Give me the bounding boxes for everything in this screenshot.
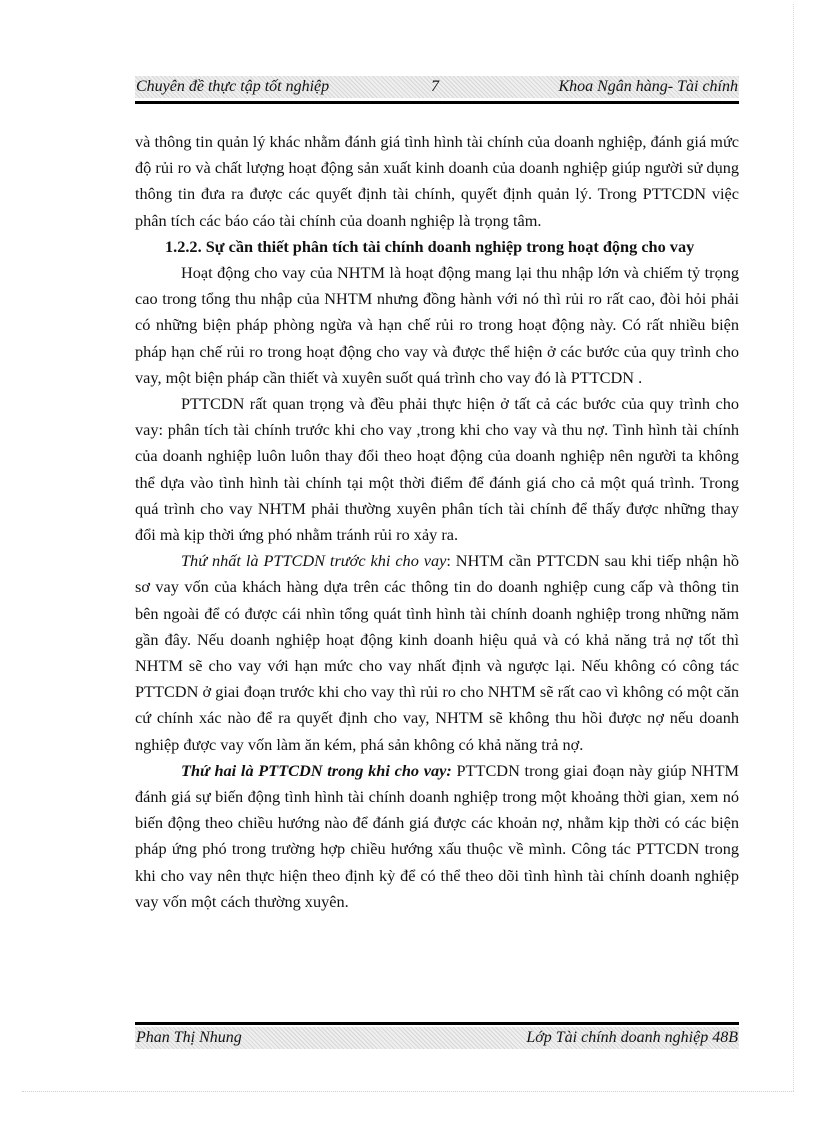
paragraph-during-lending (135, 758, 739, 915)
page-edge-guide-bottom (22, 1091, 794, 1092)
body-before-lending: : NHTM cần PTTCDN sau khi tiếp nhận hồ sơ vay vốn của khách hàng dựa trên các thông tin do doanh nghiệp cung cấp và thông tin bên ngoài để có được cái nhìn tổng quát tình hình tài chính doanh nghiệp trong những năm gần đây. Nếu doanh nghiệp hoạt động kinh doanh hiệu quả và có khả năng trả nợ tốt thì NHTM sẽ cho vay với hạn mức cho vay nhất định và ngược lại. Nếu không có công tác PTTCDN ở giai đoạn trước khi cho vay thì rủi ro cho NHTM sẽ rất cao vì không có một căn cứ chính xác nào để ra quyết định cho vay, NHTM sẽ không thu hồi được nợ nếu doanh nghiệp được vay vốn làm ăn kém, phá sản không có khả năng trả nợ. (135, 551, 739, 754)
header-page-number: 7 (431, 78, 439, 95)
paragraph-pttcdn-importance: PTTCDN rất quan trọng và đều phải thực hiện ở tất cả các bước của quy trình cho vay: phân tích tài chính trước khi cho vay ,trong khi cho vay và thu nợ. Tình hình tài chính của doanh nghiệp luôn luôn thay đổi theo hoạt động của doanh nghiệp nên người ta không thể dựa vào tình hình tài chính tại một thời điểm để đánh giá cho cả một quá trình. Trong quá trình cho vay NHTM phải thường xuyên phân tích tài chính để thấy được những thay đổi mà kịp thời ứng phó nhằm tránh rủi ro xảy ra. (135, 394, 739, 545)
header-rule (135, 101, 739, 104)
lead-before-lending: Thứ nhất là PTTCDN trước khi cho vay (181, 551, 447, 571)
body-during-lending: PTTCDN trong giai đoạn này giúp NHTM đánh giá sự biến động tình hình tài chính doanh nghiệp trong một khoảng thời gian, xem nó biến động theo chiều hướng nào để đánh giá được các khoản nợ, nhằm kịp thời có các biện pháp ứng phó trong trường hợp chiều hướng xấu thuộc về mình. Công tác PTTCDN trong khi cho vay nên thực hiện theo định kỳ để có thể theo dõi tình hình tài chính doanh nghiệp vay vốn một cách thường xuyên. (135, 760, 739, 911)
paragraph-continuation: và thông tin quản lý khác nhằm đánh giá tình hình tài chính của doanh nghiệp, đánh giá mức độ rủi ro và chất lượng hoạt động sản xuất kinh doanh của doanh nghiệp giúp người sử dụng thông tin đưa ra được các quyết định tài chính, quyết định quản lý. Trong PTTCDN việc phân tích các báo cáo tài chính của doanh nghiệp là trọng tâm. (135, 132, 739, 230)
footer-author: Phan Thị Nhung (136, 1029, 242, 1046)
header-faculty: Khoa Ngân hàng- Tài chính (558, 78, 738, 95)
footer-rule (135, 1022, 739, 1025)
section-heading: 1.2.2. Sự cần thiết phân tích tài chính doanh nghiệp trong hoạt động cho vay (165, 236, 695, 256)
header-document-title: Chuyên đề thực tập tốt nghiệp (136, 78, 330, 95)
lead-during-lending: Thứ hai là PTTCDN trong khi cho vay: (181, 760, 452, 780)
page-edge-guide-right (793, 4, 794, 1091)
page-header (135, 76, 739, 98)
footer-class: Lớp Tài chính doanh nghiệp 48B (526, 1029, 738, 1046)
paragraph-before-lending (135, 548, 739, 758)
paragraph-lending-activity: Hoạt động cho vay của NHTM là hoạt động mang lại thu nhập lớn và chiếm tỷ trọng cao trong tổng thu nhập của NHTM nhưng đồng hành với nó thì rủi ro rất cao, đòi hỏi phải có những biện pháp phòng ngừa và hạn chế rủi ro trong hoạt động này. Có rất nhiều biện pháp hạn chế rủi ro trong hoạt động cho vay và được thể hiện ở các bước của quy trình cho vay, một biện pháp cần thiết và xuyên suốt quá trình cho vay đó là PTTCDN . (135, 263, 739, 387)
page-footer (135, 1027, 739, 1049)
page-body (135, 129, 739, 915)
